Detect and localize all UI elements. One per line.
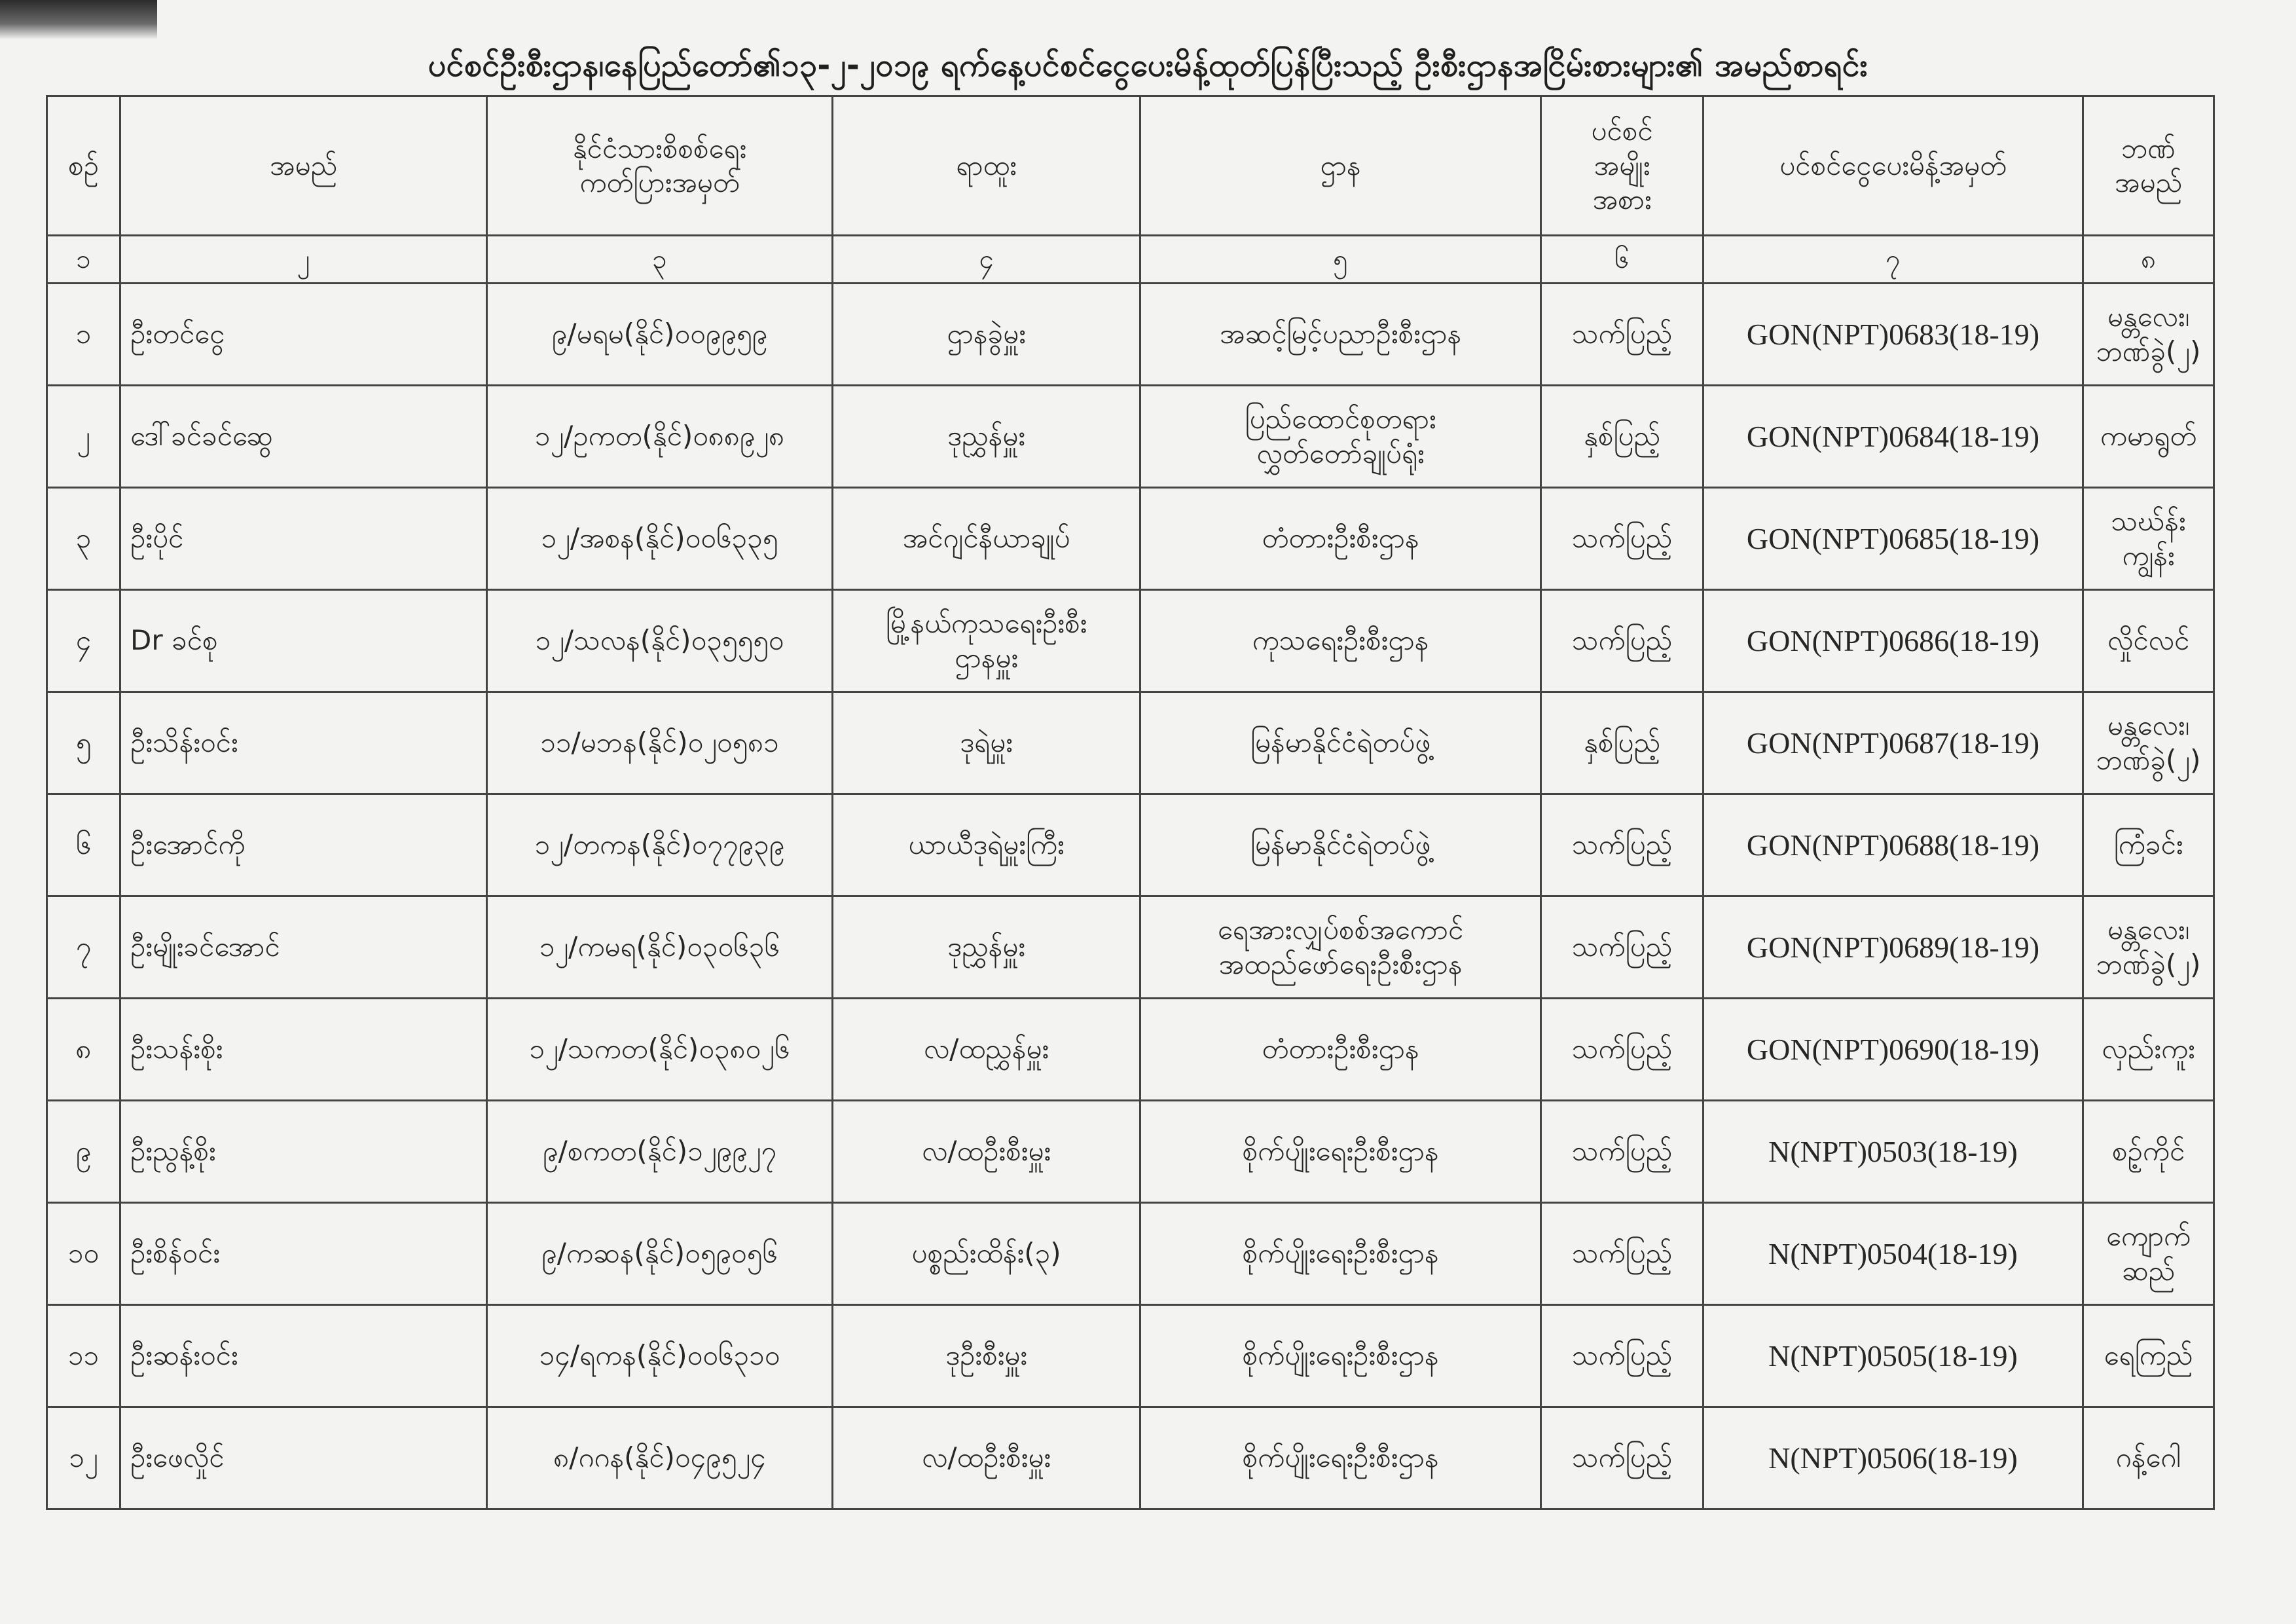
person-name: ဦးသန်းစိုး: [120, 999, 487, 1101]
column-header: ရာထူး: [833, 96, 1140, 236]
table-row: [47, 386, 2214, 488]
person-name: ဦးတင်ငွေ: [120, 284, 487, 386]
nrc-number: ၁၂/သကတ(နိုင်)၀၃၈၀၂၆: [487, 999, 833, 1101]
pension-order-number: GON(NPT)0690(18-19): [1704, 999, 2083, 1101]
table-header: [47, 96, 2214, 284]
page-title: ပင်စင်ဦးစီးဌာန၊နေပြည်တော်၏၁၃-၂-၂၀၁၉ ရက်နေ့ပင်စင်ငွေပေးမိန့်ထုတ်ပြန်ပြီးသည့် ဦးစီးဌာနအငြိမ်းစားများ၏ အမည်စာရင်း: [428, 47, 1868, 84]
header-row: [47, 96, 2214, 236]
row-number: ၁၁: [47, 1305, 120, 1407]
pension-order-number: N(NPT)0504(18-19): [1704, 1203, 2083, 1305]
rank: ဒုရဲမှူး: [833, 692, 1140, 794]
scan-shadow: [0, 0, 157, 39]
column-header: နိုင်ငံသားစိစစ်ရေး ကတ်ပြားအမှတ်: [487, 96, 833, 236]
pension-type: သက်ပြည့်: [1541, 488, 1704, 590]
table-row: [47, 590, 2214, 692]
person-name: ဦးညွန့်စိုး: [120, 1101, 487, 1203]
row-number: ၁၀: [47, 1203, 120, 1305]
column-header: စဉ်: [47, 96, 120, 236]
nrc-number: ၁၂/တကန(နိုင်)၀၇၇၉၃၉: [487, 794, 833, 896]
pension-order-number: GON(NPT)0687(18-19): [1704, 692, 2083, 794]
rank: လ/ထဦးစီးမှူး: [833, 1407, 1140, 1509]
department: ပြည်ထောင်စုတရား လွှတ်တော်ချုပ်ရုံး: [1140, 386, 1541, 488]
table-row: [47, 284, 2214, 386]
table-row: [47, 794, 2214, 896]
nrc-number: ၉/ကဆန(နိုင်)၀၅၉၀၅၆: [487, 1203, 833, 1305]
pension-type: နှစ်ပြည့်: [1541, 386, 1704, 488]
person-name: ဦးအောင်ကို: [120, 794, 487, 896]
rank: ဌာနခွဲမှူး: [833, 284, 1140, 386]
pension-type: သက်ပြည့်: [1541, 999, 1704, 1101]
column-number: ၁: [47, 236, 120, 284]
department: မြန်မာနိုင်ငံရဲတပ်ဖွဲ့: [1140, 692, 1541, 794]
pension-type: သက်ပြည့်: [1541, 284, 1704, 386]
table-row: [47, 488, 2214, 590]
pension-list-table: [46, 95, 2215, 1510]
bank-name: မန္တလေး၊ ဘဏ်ခွဲ(၂): [2083, 692, 2214, 794]
column-number: ၂: [120, 236, 487, 284]
rank: ပစ္စည်းထိန်း(၃): [833, 1203, 1140, 1305]
person-name: ဦးသိန်းဝင်း: [120, 692, 487, 794]
pension-order-number: GON(NPT)0683(18-19): [1704, 284, 2083, 386]
pension-type: သက်ပြည့်: [1541, 1407, 1704, 1509]
pension-type: သက်ပြည့်: [1541, 794, 1704, 896]
column-header: ဌာန: [1140, 96, 1541, 236]
table-row: [47, 999, 2214, 1101]
pension-type: သက်ပြည့်: [1541, 1101, 1704, 1203]
bank-name: မန္တလေး၊ ဘဏ်ခွဲ(၂): [2083, 284, 2214, 386]
nrc-number: ၁၂/ဥကတ(နိုင်)၀၈၈၉၂၈: [487, 386, 833, 488]
column-number-row: [47, 236, 2214, 284]
row-number: ၈: [47, 999, 120, 1101]
bank-name: မန္တလေး၊ ဘဏ်ခွဲ(၂): [2083, 896, 2214, 999]
rank: လ/ထဦးစီးမှူး: [833, 1101, 1140, 1203]
column-number: ၃: [487, 236, 833, 284]
row-number: ၉: [47, 1101, 120, 1203]
table-row: [47, 1305, 2214, 1407]
bank-name: သဃ်န်းကျွန်း: [2083, 488, 2214, 590]
column-header: ပင်စင်ငွေပေးမိန့်အမှတ်: [1704, 96, 2083, 236]
person-name: ဦးစိန်ဝင်း: [120, 1203, 487, 1305]
rank: ဒုဦးစီးမှူး: [833, 1305, 1140, 1407]
column-number: ၈: [2083, 236, 2214, 284]
nrc-number: ၁၂/အစန(နိုင်)၀၀၆၃၃၅: [487, 488, 833, 590]
rank: ယာယီဒုရဲမှူးကြီး: [833, 794, 1140, 896]
department: စိုက်ပျိုးရေးဦးစီးဌာန: [1140, 1407, 1541, 1509]
nrc-number: ၉/မရမ(နိုင်)၀၀၉၉၅၉: [487, 284, 833, 386]
rank: ဒုညွှန်မှူး: [833, 386, 1140, 488]
bank-name: ဂန့်ဂေါ: [2083, 1407, 2214, 1509]
bank-name: ကျောက်ဆည်: [2083, 1203, 2214, 1305]
rank: လ/ထညွှန်မှူး: [833, 999, 1140, 1101]
column-header: ဘဏ်အမည်: [2083, 96, 2214, 236]
table-row: [47, 1203, 2214, 1305]
department: ကုသရေးဦးစီးဌာန: [1140, 590, 1541, 692]
column-number: ၄: [833, 236, 1140, 284]
rank: မြို့နယ်ကုသရေးဦးစီး ဌာနမှူး: [833, 590, 1140, 692]
department: အဆင့်မြင့်ပညာဦးစီးဌာန: [1140, 284, 1541, 386]
row-number: ၂: [47, 386, 120, 488]
person-name: ဦးဖေလှိုင်: [120, 1407, 487, 1509]
column-number: ၇: [1704, 236, 2083, 284]
bank-name: စဉ့်ကိုင်: [2083, 1101, 2214, 1203]
person-name: Dr ခင်စု: [120, 590, 487, 692]
column-number: ၅: [1140, 236, 1541, 284]
nrc-number: ၁၁/မဘန(နိုင်)၀၂၀၅၈၁: [487, 692, 833, 794]
pension-order-number: GON(NPT)0688(18-19): [1704, 794, 2083, 896]
row-number: ၄: [47, 590, 120, 692]
row-number: ၇: [47, 896, 120, 999]
pension-type: နှစ်ပြည့်: [1541, 692, 1704, 794]
table-body: [47, 284, 2214, 1509]
bank-name: လှိုင်လင်: [2083, 590, 2214, 692]
bank-name: လှည်းကူး: [2083, 999, 2214, 1101]
row-number: ၅: [47, 692, 120, 794]
person-name: ဒေါ်ခင်ခင်ဆွေ: [120, 386, 487, 488]
department: တံတားဦးစီးဌာန: [1140, 488, 1541, 590]
nrc-number: ၁၂/ကမရ(နိုင်)၀၃၀၆၃၆: [487, 896, 833, 999]
person-name: ဦးပိုင်: [120, 488, 487, 590]
pension-type: သက်ပြည့်: [1541, 896, 1704, 999]
column-number: ၆: [1541, 236, 1704, 284]
rank: ဒုညွှန်မှူး: [833, 896, 1140, 999]
table-row: [47, 896, 2214, 999]
nrc-number: ၉/စကတ(နိုင်)၁၂၉၉၂၇: [487, 1101, 833, 1203]
nrc-number: ၁၄/ရကန(နိုင်)၀၀၆၃၁၀: [487, 1305, 833, 1407]
department: စိုက်ပျိုးရေးဦးစီးဌာန: [1140, 1101, 1541, 1203]
pension-order-number: N(NPT)0503(18-19): [1704, 1101, 2083, 1203]
department: တံတားဦးစီးဌာန: [1140, 999, 1541, 1101]
table-row: [47, 692, 2214, 794]
pension-order-number: GON(NPT)0686(18-19): [1704, 590, 2083, 692]
bank-name: ကြံခင်း: [2083, 794, 2214, 896]
nrc-number: ၈/ဂဂန(နိုင်)၀၄၉၅၂၄: [487, 1407, 833, 1509]
rank: အင်ဂျင်နီယာချုပ်: [833, 488, 1140, 590]
department: မြန်မာနိုင်ငံရဲတပ်ဖွဲ့: [1140, 794, 1541, 896]
pension-order-number: N(NPT)0505(18-19): [1704, 1305, 2083, 1407]
pension-type: သက်ပြည့်: [1541, 1305, 1704, 1407]
department: စိုက်ပျိုးရေးဦးစီးဌာန: [1140, 1203, 1541, 1305]
pension-list-table-container: [46, 95, 2213, 1510]
bank-name: ရေကြည်: [2083, 1305, 2214, 1407]
pension-type: သက်ပြည့်: [1541, 590, 1704, 692]
bank-name: ကမာရွတ်: [2083, 386, 2214, 488]
row-number: ၁: [47, 284, 120, 386]
pension-order-number: GON(NPT)0685(18-19): [1704, 488, 2083, 590]
pension-type: သက်ပြည့်: [1541, 1203, 1704, 1305]
department: စိုက်ပျိုးရေးဦးစီးဌာန: [1140, 1305, 1541, 1407]
table-row: [47, 1407, 2214, 1509]
pension-order-number: N(NPT)0506(18-19): [1704, 1407, 2083, 1509]
nrc-number: ၁၂/သလန(နိုင်)၀၃၅၅၅၀: [487, 590, 833, 692]
pension-order-number: GON(NPT)0689(18-19): [1704, 896, 2083, 999]
row-number: ၆: [47, 794, 120, 896]
pension-order-number: GON(NPT)0684(18-19): [1704, 386, 2083, 488]
column-header: ပင်စင် အမျိုး အစား: [1541, 96, 1704, 236]
department: ရေအားလျှပ်စစ်အကောင် အထည်ဖော်ရေးဦးစီးဌာန: [1140, 896, 1541, 999]
table-row: [47, 1101, 2214, 1203]
row-number: ၁၂: [47, 1407, 120, 1509]
row-number: ၃: [47, 488, 120, 590]
person-name: ဦးမျိုးခင်အောင်: [120, 896, 487, 999]
column-header: အမည်: [120, 96, 487, 236]
person-name: ဦးဆန်းဝင်း: [120, 1305, 487, 1407]
